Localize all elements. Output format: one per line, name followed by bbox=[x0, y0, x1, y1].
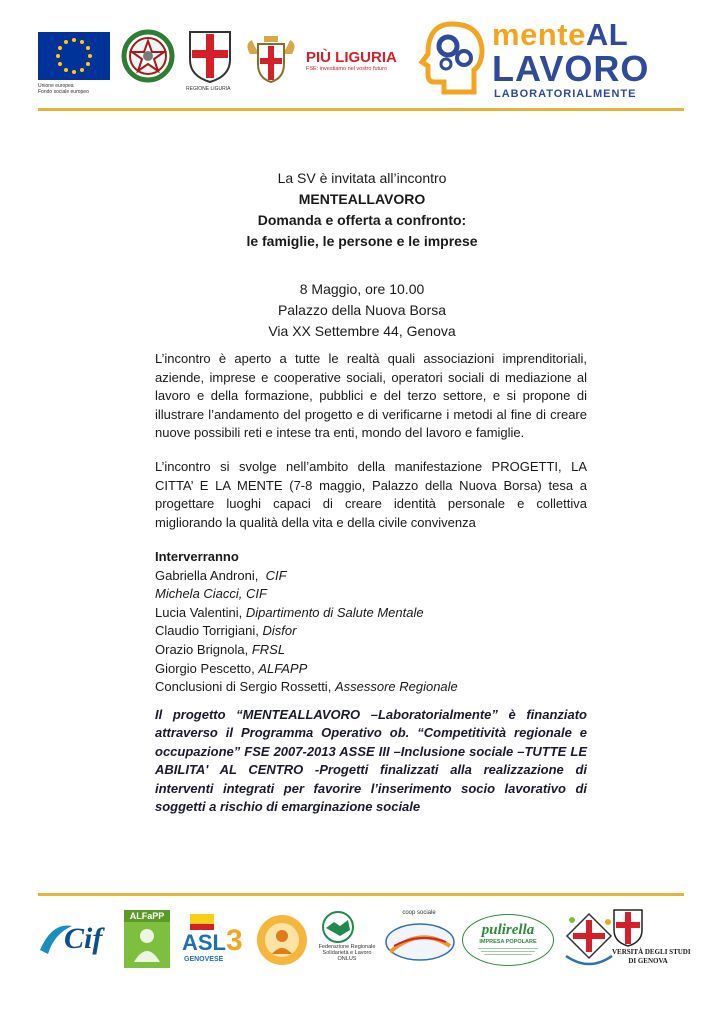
asl-sub: GENOVESE bbox=[184, 956, 224, 963]
coop-sun-icon bbox=[380, 916, 458, 966]
university-genova-logo bbox=[612, 908, 691, 966]
brand-al: AL bbox=[585, 17, 629, 52]
event-details bbox=[0, 279, 724, 342]
speaker-org: Assessore Regionale bbox=[334, 679, 458, 695]
speaker-org: Disfor bbox=[262, 623, 297, 639]
event-venue: Palazzo della Nuova Borsa bbox=[277, 302, 447, 318]
federazione-line-3: ONLUS bbox=[337, 956, 357, 962]
brand-lavoro: LAVORO bbox=[492, 48, 650, 89]
federazione-line-1: Federazione Regionale bbox=[318, 944, 376, 950]
asl3-logo bbox=[182, 914, 246, 968]
eu-caption-2: Fondo sociale europeo bbox=[38, 89, 89, 95]
speakers-list bbox=[155, 548, 587, 697]
invitation-line: La SV è invitata all’incontro bbox=[277, 170, 447, 186]
university-line-1: VERSITÀ DEGLI STUDI bbox=[612, 948, 691, 956]
piu-liguria-sub: FSE: investiamo nel vostro futuro bbox=[306, 66, 388, 72]
speaker-row bbox=[155, 567, 587, 586]
alfapp-text: ALFaPP bbox=[124, 910, 170, 922]
orange-circle-logo bbox=[254, 912, 310, 970]
piu-liguria-logo bbox=[306, 50, 402, 72]
university-shield-icon bbox=[612, 908, 644, 948]
university-line-2: DI GENOVA bbox=[628, 957, 668, 965]
cif-logo bbox=[38, 916, 118, 966]
speaker-org: CIF bbox=[265, 567, 287, 583]
speaker-row bbox=[155, 604, 587, 623]
speakers-heading: Interverranno bbox=[155, 549, 239, 564]
event-subtitle-1: Domanda e offerta a confronto: bbox=[257, 212, 467, 228]
speaker-row bbox=[155, 585, 587, 604]
genova-cross-logo bbox=[560, 906, 618, 972]
federazione-logo bbox=[318, 910, 376, 972]
pulirella-text: pulirella bbox=[481, 922, 535, 938]
speaker-row bbox=[155, 678, 587, 697]
eu-flag-logo bbox=[38, 32, 110, 95]
federazione-line-2: Solidarietà e Lavoro bbox=[322, 950, 372, 956]
footer-logos bbox=[0, 896, 724, 986]
event-date: 8 Maggio, ore 10.00 bbox=[299, 281, 425, 297]
body-paragraph-2: L’incontro si svolge nell’ambito della manifestazione PROGETTI, LA CITTA’ E LA MENTE (7-8 maggio, Palazzo della Nuova Borsa) tesa a progettare luoghi capaci di creare identità personale e collettiva migliorando la qualità della vita e della civile convivenza bbox=[155, 459, 587, 530]
asl-text: ASL bbox=[182, 930, 226, 955]
speaker-row bbox=[155, 641, 587, 660]
head-gears-icon bbox=[416, 20, 488, 100]
asl-number: 3 bbox=[226, 924, 243, 957]
header-logos bbox=[0, 0, 724, 112]
speaker-name: Claudio Torrigiani, bbox=[155, 623, 259, 639]
speaker-org: Michela Ciacci, CIF bbox=[155, 586, 267, 602]
coop-sociale-logo bbox=[380, 910, 458, 970]
alfapp-logo bbox=[124, 910, 170, 968]
speaker-org: FRSL bbox=[251, 641, 286, 657]
eu-caption-1: Unione europea bbox=[38, 83, 74, 89]
funding-note: Il progetto “MENTEALLAVORO –Laboratorialmente” è finanziato attraverso il Programma Operativo ob. “Competitività regionale e occupazione” FSE 2007-2013 ASSE III –Inclusione sociale –TUTTE LE ABILITA' AL CENTRO -Progetti finalizzati alla realizzazione di interventi integrati per favorire l’inserimento socio lavorativo di soggetti a rischio di emarginazione sociale bbox=[155, 707, 587, 815]
pulirella-sub: IMPRESA POPOLARE bbox=[479, 939, 537, 945]
speaker-name: Orazio Brignola, bbox=[155, 641, 249, 657]
genova-coat-of-arms bbox=[240, 34, 302, 84]
event-address: Via XX Settembre 44, Genova bbox=[268, 323, 456, 339]
cif-text: Cif bbox=[64, 922, 103, 955]
brand-tagline: LABORATORIALMENTE bbox=[494, 88, 637, 100]
header-divider bbox=[38, 108, 684, 111]
mente-al-lavoro-logo bbox=[416, 18, 686, 104]
alfapp-figure-icon bbox=[124, 922, 170, 968]
regione-caption: REGIONE LIGURIA bbox=[186, 86, 231, 92]
speaker-org: ALFAPP bbox=[258, 660, 308, 676]
pulirella-logo bbox=[462, 914, 554, 966]
coop-top-text: coop sociale bbox=[402, 910, 436, 916]
body-paragraph-1: L’incontro è aperto a tutte le realtà quali associazioni imprenditoriali, aziende, imprese e cooperative sociali, operatori sociali di mediazione al lavoro e della formazione, pubblici e del terzo settore, e si propone di illustrare l’andamento del progetto e di verificarne i metodi al fine di creare nuove possibili reti e intese tra enti, mondo del lavoro e famiglie. bbox=[155, 351, 587, 440]
event-subtitle-2: le famiglie, le persone e le imprese bbox=[246, 233, 478, 249]
speaker-name: Lucia Valentini, bbox=[155, 604, 243, 620]
speaker-row bbox=[155, 660, 587, 679]
regione-liguria-logo bbox=[186, 28, 234, 92]
invitation-block bbox=[0, 168, 724, 252]
speaker-name: Gabriella Androni, bbox=[155, 567, 259, 583]
event-title: MENTEALLAVORO bbox=[298, 191, 426, 207]
speaker-name: Conclusioni di Sergio Rossetti, bbox=[155, 679, 332, 695]
handshake-icon bbox=[318, 910, 358, 944]
piu-liguria-text: PIÙ LIGURIA bbox=[306, 49, 397, 66]
speaker-name: Giorgio Pescetto, bbox=[155, 660, 255, 676]
speaker-row bbox=[155, 622, 587, 641]
italian-republic-emblem bbox=[120, 28, 176, 86]
brand-mente: mente bbox=[492, 17, 586, 52]
speaker-org: Dipartimento di Salute Mentale bbox=[245, 604, 424, 620]
